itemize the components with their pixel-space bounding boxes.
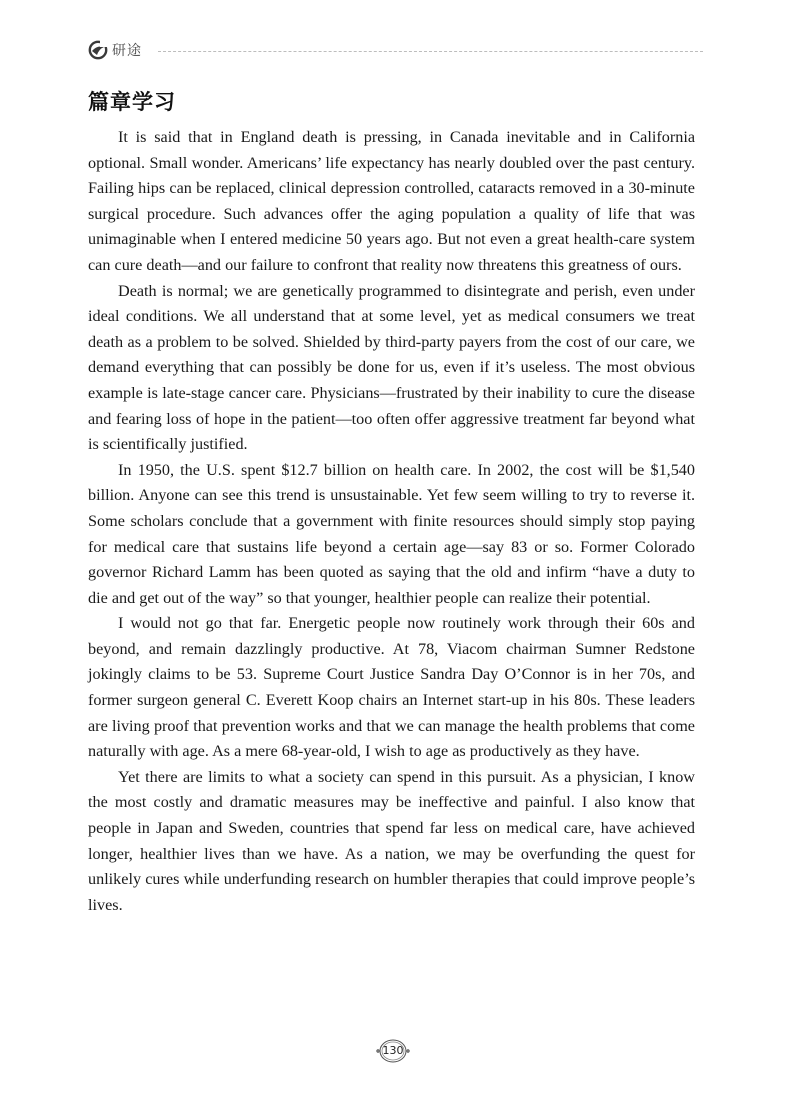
paragraph-1: It is said that in England death is pressing, in Canada inevitable and in California optional. Small wonder. Americans’ life expectancy has nearly doubled over the past century. Failing hips can be replaced, clinical depression controlled, cataracts removed in a 30-minute surgical procedure. Such advances offer the aging population a quality of life that was unimaginable when I entered medicine 50 years ago. But not even a great health-care system can cure death—and our failure to confront that reality now threatens this greatness of ours. — [88, 128, 695, 274]
page-number: 130 — [382, 1044, 404, 1057]
page-number-badge — [373, 1038, 413, 1064]
swirl-logo-icon — [88, 40, 108, 60]
brand-text: 研途 — [112, 43, 142, 59]
paragraph-2: Death is normal; we are genetically programmed to disintegrate and perish, even under ideal conditions. We all understand that at some level, yet as medical consumers we treat death as a problem to be solved. Shielded by third-party payers from the cost of our care, we demand everything that can possibly be done for us, even if it’s useless. The most obvious example is late-stage cancer care. Physicians—frustrated by their inability to cure the disease and fearing loss of hope in the patient—too often offer aggressive treatment far beyond what is scientifically justified. — [88, 281, 695, 454]
section-title: 篇章学习 — [88, 90, 176, 114]
article-body — [88, 125, 695, 918]
brand-logo — [88, 40, 142, 60]
page-header — [88, 38, 703, 64]
paragraph-3: In 1950, the U.S. spent $12.7 billion on health care. In 2002, the cost will be $1,540 billion. Anyone can see this trend is unsustainable. Yet few seem willing to try to reverse it. Some scholars conclude that a government with finite resources should simply stop paying for medical care that sustains life beyond a certain age—say 83 or so. Former Colorado governor Richard Lamm has been quoted as saying that the old and infirm “have a duty to die and get out of the way” so that younger, healthier people can realize their potential. — [88, 460, 695, 607]
paragraph-4: I would not go that far. Energetic people now routinely work through their 60s and beyond, and remain dazzlingly productive. At 78, Viacom chairman Sumner Redstone jokingly claims to be 53. Supreme Court Justice Sandra Day O’Connor is in her 70s, and former surgeon general C. Everett Koop chairs an Internet start-up in his 80s. These leaders are living proof that prevention works and that we can manage the health problems that come naturally with age. As a mere 68-year-old, I wish to age as productively as they have. — [88, 614, 695, 761]
header-divider — [158, 51, 703, 52]
paragraph-5: Yet there are limits to what a society can spend in this pursuit. As a physician, I know the most costly and dramatic measures may be ineffective and painful. I also know that people in Japan and Sweden, countries that spend far less on medical care, have achieved longer, healthier lives than we have. As a nation, we may be overfunding the quest for unlikely cures while underfunding research on humbler therapies that could improve people’s lives. — [88, 767, 695, 914]
